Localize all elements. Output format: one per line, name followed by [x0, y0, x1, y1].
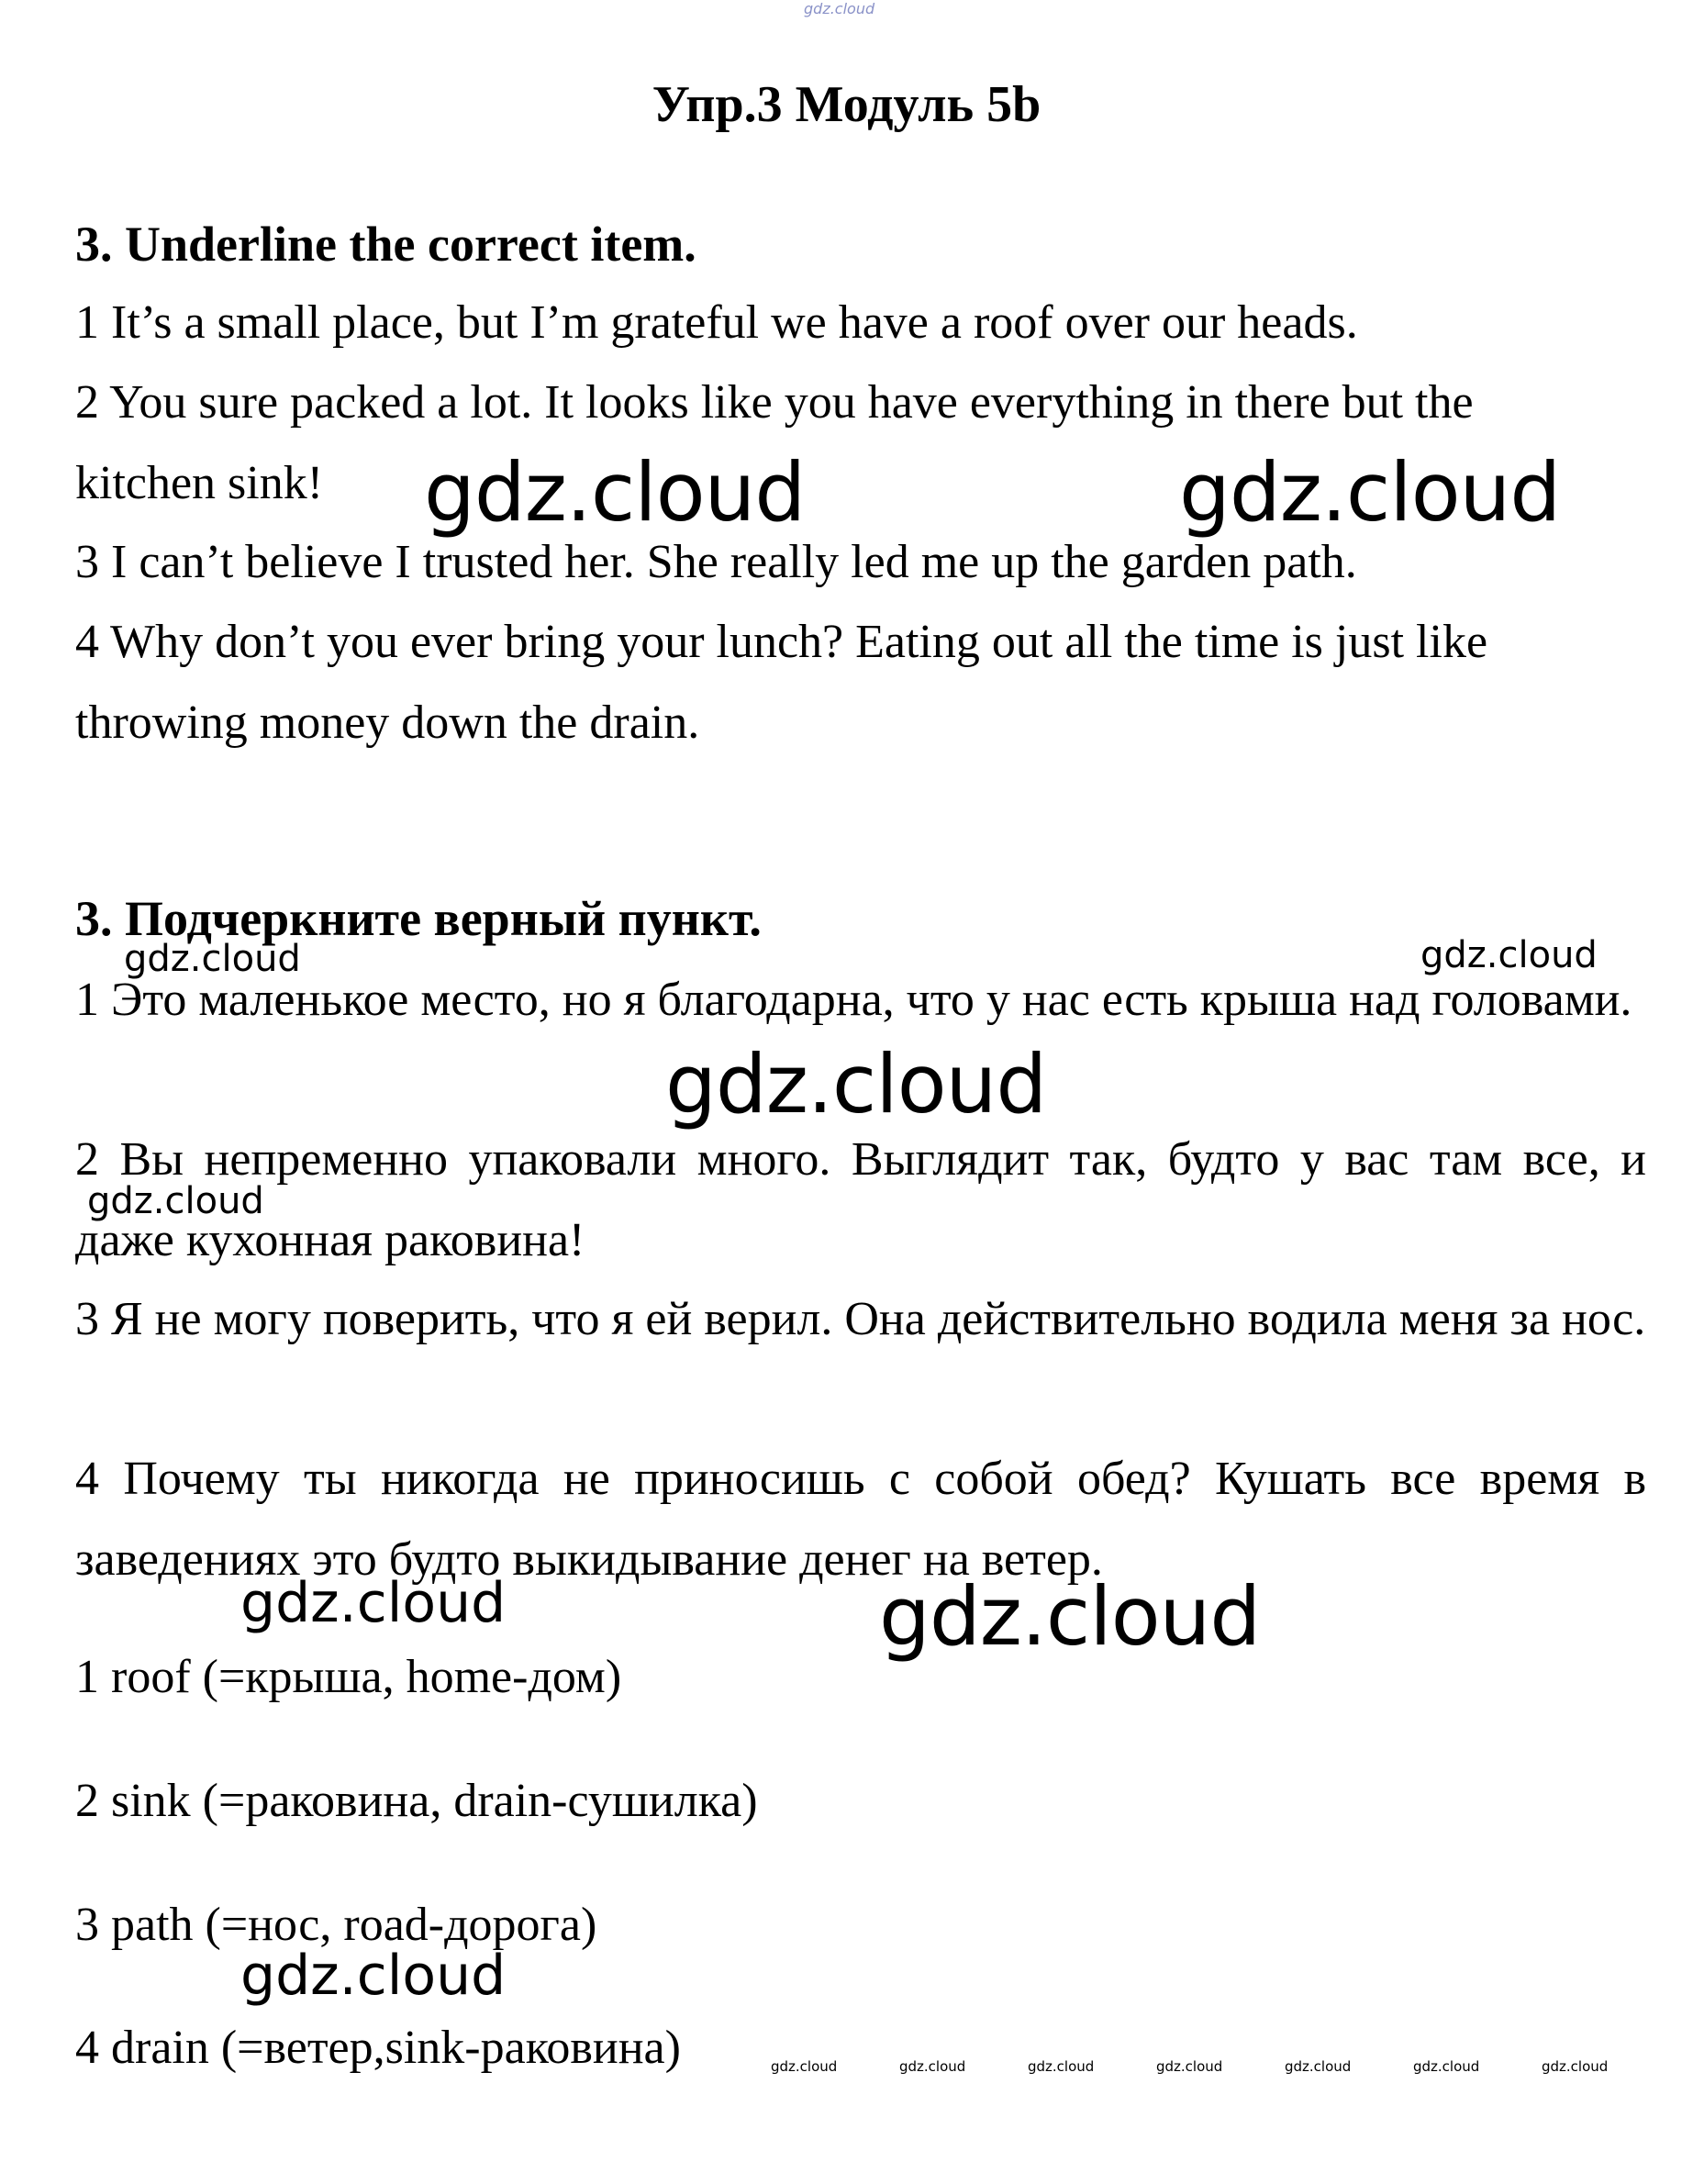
watermark: gdz.cloud [240, 1944, 507, 2008]
watermark: gdz.cloud [1420, 934, 1598, 976]
watermark: gdz.cloud [424, 445, 806, 540]
watermark: gdz.cloud [1542, 2058, 1609, 2075]
russian-item-3: 3 Я не могу поверить, что я ей верил. Она действительно водила меня за нос. [75, 1293, 1646, 1345]
top-watermark: gdz.cloud [804, 0, 875, 17]
english-heading: 3. Underline the correct item. [75, 217, 696, 272]
english-item-3: 3 I can’t believe I trusted her. She really led me up the garden path. [75, 536, 1357, 588]
english-item-4: 4 Why don’t you ever bring your lunch? Eating out all the time is just like throwing money down the drain. [75, 616, 1488, 749]
watermark: gdz.cloud [879, 1569, 1261, 1664]
answer-1: 1 roof (=крыша, home-дом) [75, 1651, 622, 1703]
watermark: gdz.cloud [1179, 445, 1561, 540]
watermark: gdz.cloud [1028, 2058, 1095, 2075]
russian-item-4: 4 Почему ты никогда не приносишь с собой обед? Кушать все время в заведениях это будто выкидывание денег на ветер. [75, 1453, 1646, 1586]
page-title: Упр.3 Модуль 5b [652, 76, 1041, 133]
russian-heading: 3. Подчеркните верный пункт. [75, 891, 762, 946]
watermark: gdz.cloud [899, 2058, 966, 2075]
watermark: gdz.cloud [665, 1037, 1047, 1131]
russian-item-1: 1 Это маленькое место, но я благодарна, что у нас есть крыша над головами. [75, 974, 1632, 1026]
russian-item-2: 2 Вы непременно упаковали много. Выглядит так, будто у вас там все, и даже кухонная раковина! [75, 1133, 1646, 1266]
english-item-2: 2 You sure packed a lot. It looks like you have everything in there but the kitchen sink! [75, 376, 1474, 509]
watermark: gdz.cloud [240, 1571, 507, 1635]
watermark: gdz.cloud [124, 938, 301, 980]
watermark: gdz.cloud [1413, 2058, 1480, 2075]
english-item-1: 1 It’s a small place, but I’m grateful we have a roof over our heads. [75, 296, 1358, 349]
answer-3: 3 path (=нос, road-дорога) [75, 1899, 597, 1951]
watermark: gdz.cloud [1285, 2058, 1352, 2075]
watermark: gdz.cloud [87, 1180, 264, 1222]
answer-4: 4 drain (=ветер,sink-раковина) [75, 2022, 681, 2074]
watermark: gdz.cloud [1156, 2058, 1223, 2075]
answer-2: 2 sink (=раковина, drain-сушилка) [75, 1775, 758, 1827]
watermark: gdz.cloud [771, 2058, 838, 2075]
